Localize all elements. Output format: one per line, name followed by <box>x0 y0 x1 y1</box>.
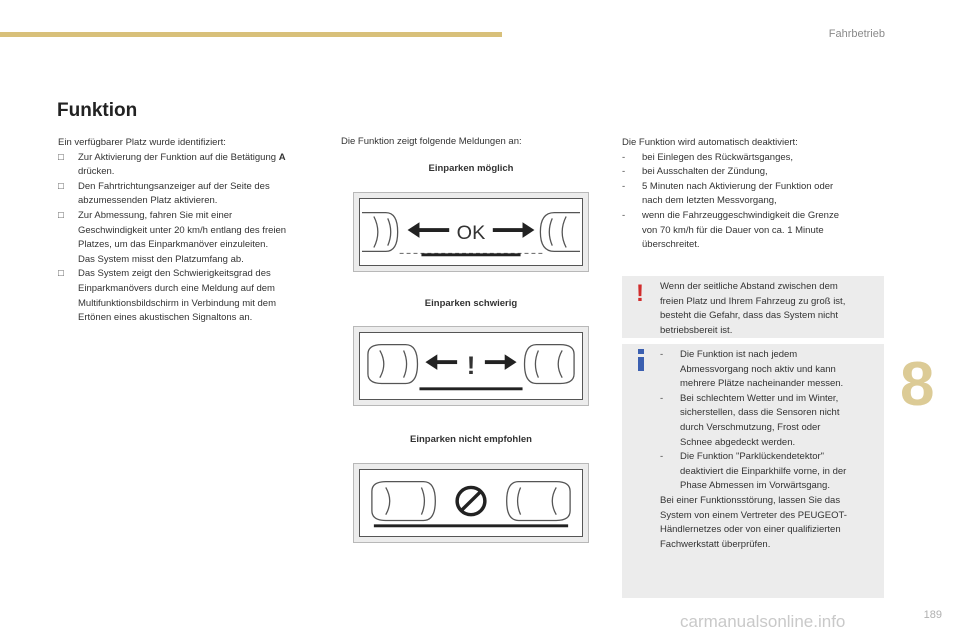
list-item: - bei Ausschalten der Zündung, <box>622 166 768 178</box>
warning-box <box>622 276 884 338</box>
checkbox-bullet-icon: □ <box>58 209 64 221</box>
arrow-right-icon <box>485 354 517 370</box>
column-activation <box>58 136 326 326</box>
page-number: 189 <box>923 609 942 621</box>
col3-intro: Die Funktion wird automatisch deaktiviert: <box>622 137 798 148</box>
list-item: - bei Einlegen des Rückwärtsganges, <box>622 151 794 163</box>
car-left-icon <box>368 345 418 384</box>
arrow-left-icon <box>408 222 450 238</box>
list-item: - Bei schlechtem Wetter und im Winter, sicherstellen, dass die Sensoren nicht durch Verschmutzung, Frost oder Schnee abgedeckt werden. <box>660 392 840 448</box>
header-accent-bar <box>0 32 502 37</box>
figure-parking-not-recommended <box>353 463 589 543</box>
no-entry-icon <box>457 487 485 514</box>
car-right-icon <box>540 213 580 252</box>
column-deactivation <box>622 136 884 253</box>
list-item: □ Zur Abmessung, fahren Sie mit einer Geschwindigkeit unter 20 km/h entlang des freien Platzes, um das Einparkmanöver einzuleiten. Das System misst den Platzumfang ab. <box>58 209 326 267</box>
figure-label-not-recommended: Einparken nicht empfohlen <box>410 434 532 445</box>
car-right-icon <box>525 345 575 384</box>
button-reference-a: A <box>278 151 286 163</box>
col2-intro: Die Funktion zeigt folgende Meldungen an: <box>341 136 522 147</box>
list-item: □ Den Fahrtrichtungsanzeiger auf der Seite des abzumessenden Platz aktivieren. <box>58 180 326 209</box>
list-item: - Die Funktion "Parklückendetektor" deaktiviert die Einparkhilfe vorne, in der Phase Abmessen im Vorwärtsgang. <box>660 451 847 492</box>
col1-intro: Ein verfügbarer Platz wurde identifiziert: <box>58 137 226 148</box>
info-i-icon <box>636 348 646 372</box>
figure-parking-difficult <box>353 326 589 406</box>
page-title: Funktion <box>57 100 138 121</box>
checkbox-bullet-icon: □ <box>58 151 64 163</box>
figure-label-difficult: Einparken schwierig <box>424 298 518 309</box>
car-left-icon <box>362 213 398 252</box>
arrow-left-icon <box>425 354 457 370</box>
list-item: - 5 Minuten nach Aktivierung der Funktion oder nach dem letzten Messvorgang, <box>622 180 834 207</box>
figure-label-possible: Einparken möglich <box>428 163 514 174</box>
section-label: Fahrbetrieb <box>828 28 885 40</box>
figure-parking-possible <box>353 192 589 272</box>
warning-text: Wenn der seitliche Abstand zwischen dem freien Platz und Ihrem Fahrzeug zu groß ist, besteht die Gefahr, dass das System nicht betriebsbereit ist. <box>660 281 846 336</box>
car-left-icon <box>372 482 435 521</box>
list-item: □ Das System zeigt den Schwierigkeitsgrad des Einparkmanövers durch eine Meldung auf dem Multifunktionsbildschirm in Verbindung mit dem Ertönen eines akustischen Signaltons an. <box>58 267 326 325</box>
watermark: carmanualsonline.info <box>680 612 846 631</box>
list-item: - Die Funktion ist nach jedem Abmessvorgang noch aktiv und kann mehrere Plätze nacheinander messen. <box>660 349 844 390</box>
figure-symbol-exclamation: ! <box>466 351 476 380</box>
car-right-icon <box>507 482 570 521</box>
checkbox-bullet-icon: □ <box>58 180 64 192</box>
chapter-number: 8 <box>900 350 935 419</box>
info-paragraph: Bei einer Funktionsstörung, lassen Sie das System von einem Vertreter des PEUGEOT- Händlernetzes oder von einer qualifizierten Fachwerkstatt überprüfen. <box>660 494 847 550</box>
info-text <box>660 348 878 552</box>
arrow-right-icon <box>493 222 535 238</box>
list-item: - wenn die Fahrzeuggeschwindigkeit die Grenze von 70 km/h für die Dauer von ca. 1 Minute überschreitet. <box>622 209 839 251</box>
checkbox-bullet-icon: □ <box>58 268 64 280</box>
figure-symbol-ok: OK <box>456 221 486 244</box>
warning-exclamation-icon: ! <box>636 280 644 307</box>
list-item: □ Zur Aktivierung der Funktion auf die Betätigung A drücken. <box>58 151 326 180</box>
info-box <box>622 344 884 598</box>
